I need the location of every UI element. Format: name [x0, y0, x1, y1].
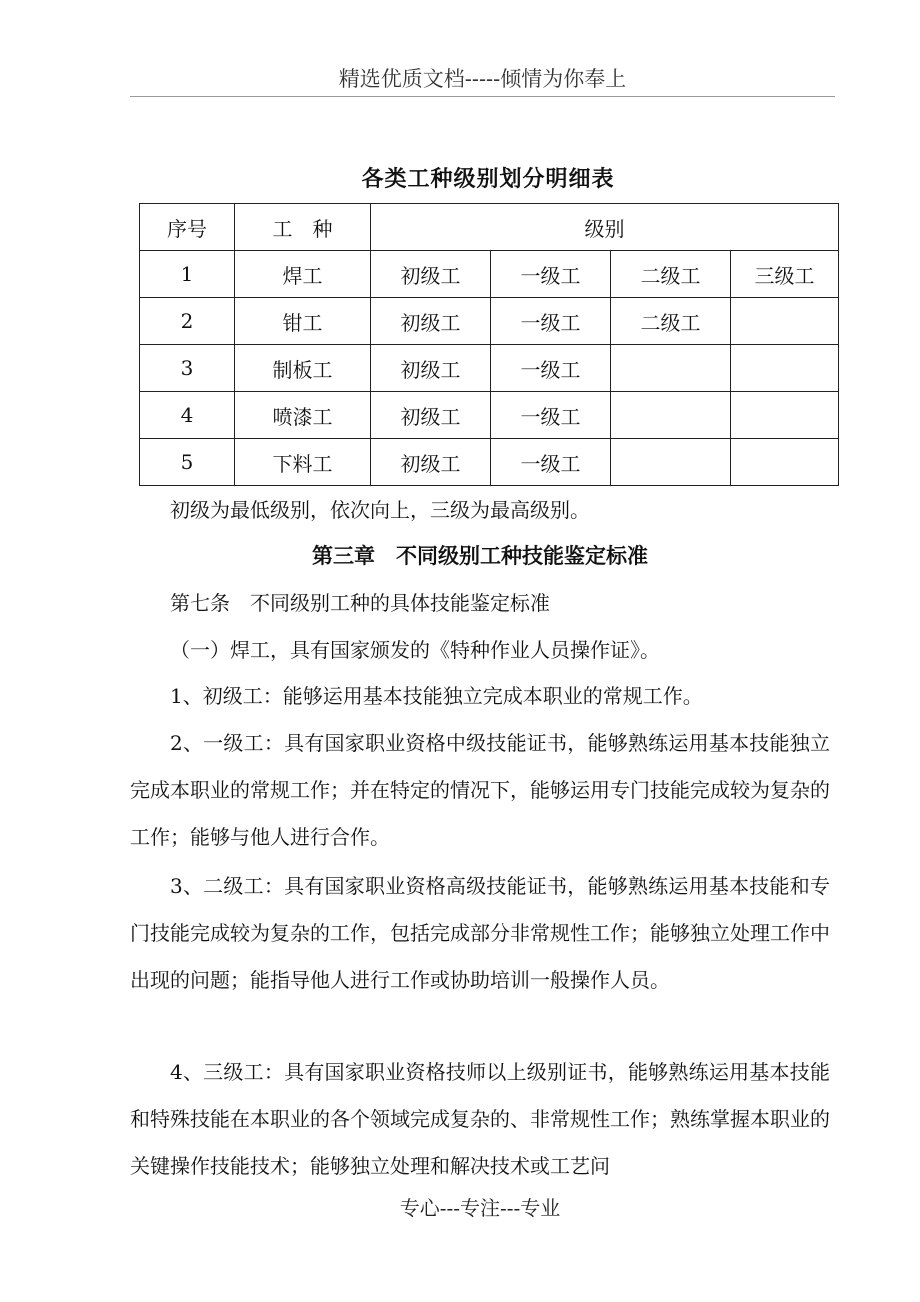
article-heading: 第七条 不同级别工种的具体技能鉴定标准 — [170, 591, 550, 615]
table-cell: 4 — [140, 392, 235, 439]
table-cell: 二级工 — [611, 251, 731, 298]
table-cell — [731, 345, 839, 392]
table-cell: 3 — [140, 345, 235, 392]
chapter-title: 第三章 不同级别工种技能鉴定标准 — [312, 544, 648, 568]
table-cell: 制板工 — [235, 345, 371, 392]
paragraph-junior: 1、初级工：能够运用基本技能独立完成本职业的常规工作。 — [170, 684, 703, 708]
table-cell: 喷漆工 — [235, 392, 371, 439]
table-cell: 一级工 — [491, 439, 611, 486]
table-row — [140, 439, 839, 486]
table-cell — [731, 298, 839, 345]
table-cell: 一级工 — [491, 392, 611, 439]
level-note: 初级为最低级别，依次向上，三级为最高级别。 — [170, 498, 590, 522]
table-cell: 一级工 — [491, 298, 611, 345]
table-cell: 初级工 — [371, 298, 491, 345]
table-cell: 初级工 — [371, 439, 491, 486]
table-cell: 2 — [140, 298, 235, 345]
table-cell: 5 — [140, 439, 235, 486]
table-row — [140, 251, 839, 298]
table-row — [140, 392, 839, 439]
table-cell — [611, 392, 731, 439]
table-cell: 焊工 — [235, 251, 371, 298]
table-cell — [611, 439, 731, 486]
table-cell: 初级工 — [371, 345, 491, 392]
table-cell: 1 — [140, 251, 235, 298]
table-cell — [731, 392, 839, 439]
table-row — [140, 298, 839, 345]
header-cell-index: 序号 — [140, 204, 235, 251]
table-header-row — [140, 204, 839, 251]
header-cell-trade: 工 种 — [235, 204, 371, 251]
paragraph-grade-one: 2、一级工：具有国家职业资格中级技能证书，能够熟练运用基本技能独立完成本职业的常规工作；并在特定的情况下，能够运用专门技能完成较为复杂的工作；能够与他人进行合作。 — [130, 731, 830, 849]
table-row — [140, 345, 839, 392]
page-header: 精选优质文档-----倾情为你奉上 — [130, 62, 835, 97]
table-cell: 一级工 — [491, 345, 611, 392]
table-cell — [731, 439, 839, 486]
table-cell: 三级工 — [731, 251, 839, 298]
table-cell — [611, 345, 731, 392]
table-cell: 初级工 — [371, 392, 491, 439]
page-footer: 专心---专注---专业 — [399, 1196, 561, 1220]
paragraph-grade-three: 4、三级工：具有国家职业资格技师以上级别证书，能够熟练运用基本技能和特殊技能在本职业的各个领域完成复杂的、非常规性工作；熟练掌握本职业的关键操作技能技术；能够独立处理和解决技术或工艺问 — [130, 1060, 830, 1178]
header-cell-level: 级别 — [371, 204, 839, 251]
paragraph-grade-two: 3、二级工：具有国家职业资格高级技能证书，能够熟练运用基本技能和专门技能完成较为复杂的工作，包括完成部分非常规性工作；能够独立处理工作中出现的问题；能指导他人进行工作或协助培训一般操作人员。 — [130, 874, 830, 992]
grade-table — [139, 203, 839, 486]
table-cell: 初级工 — [371, 251, 491, 298]
table-title: 各类工种级别划分明细表 — [361, 167, 615, 192]
table-cell: 钳工 — [235, 298, 371, 345]
section-welder: （一）焊工，具有国家颁发的《特种作业人员操作证》。 — [170, 638, 660, 662]
table-cell: 一级工 — [491, 251, 611, 298]
table-cell: 下料工 — [235, 439, 371, 486]
table-cell: 二级工 — [611, 298, 731, 345]
